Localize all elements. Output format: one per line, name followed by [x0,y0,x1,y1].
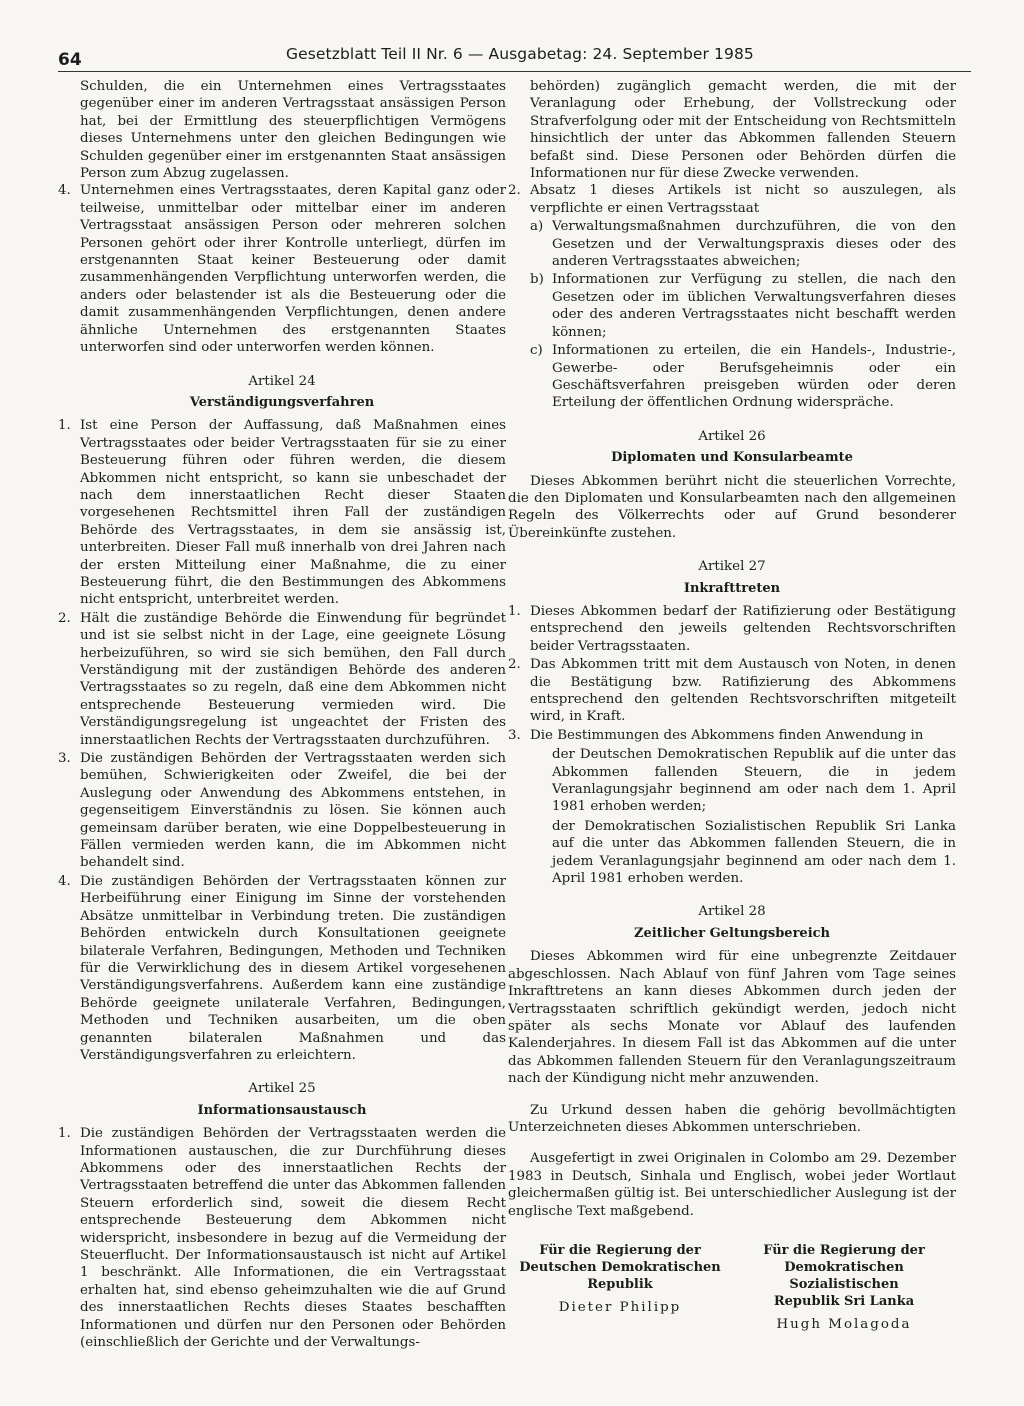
paragraph-continuation: behörden) zugänglich gemacht werden, die mit der Veranlagung oder Erhebung, der Vollstreckung oder Strafverfolgung oder mit der Entscheidung von Rechtsmitteln hinsichtlich der unter das Abkommen fallenden Steuern befaßt sind. Diese Personen oder Behörden dürfen die Informationen nur für diese Zwecke verwenden. [530,79,956,182]
signatory-government-line: Für die Regierung der [763,1242,925,1258]
lettered-item [530,271,956,341]
article-27-title: Artikel 27 [698,559,766,575]
paragraph-text: Das Abkommen tritt mit dem Austausch von Noten, in denen die Bestätigung bzw. Ratifizierung des Abkommens entsprechend den geltenden Rechtsvorschriften mitgeteilt wird, in Kraft. [530,657,956,725]
paragraph-number: 1. [58,1126,71,1142]
witness-clause: Zu Urkund dessen haben die gehörig bevollmächtigten Unterzeichneten dieses Abkommen unterschrieben. [508,1102,956,1135]
article-26-title: Artikel 26 [698,428,766,444]
running-head: Gesetzblatt Teil II Nr. 6 — Ausgabetag: 24. September 1985 [286,45,754,63]
numbered-paragraph [58,417,506,608]
application-ddr: der Deutschen Demokratischen Republik auf die unter das Abkommen fallenden Steuern, die in jedem Veranlagungsjahr beginnend am oder nach dem 1. April 1981 erhoben werden; [552,747,956,815]
paragraph-continuation: Schulden, die ein Unternehmen eines Vertragsstaates gegenüber einer im anderen Vertragsstaat ansässigen Person hat, bei der Ermittlung des steuerpflichtigen Vermögens dieses Unternehmens unter den gleichen Bedingungen wie Schulden gegenüber einer im erstgenannten Staat ansässigen Person zum Abzug zugelassen. [80,79,506,182]
paragraph-text: Hält die zuständige Behörde die Einwendung für begründet und ist sie selbst nicht in der Lage, eine geeignete Lösung herbeizuführen, so wird sie sich bemühen, den Fall durch Verständigung mit der zuständigen Behörde des anderen Vertragsstaates so zu regeln, daß eine dem Abkommen nicht entsprechende Besteuerung vermieden wird. Die Verständigungsregelung ist ungeachtet der Fristen des innerstaatlichen Rechts der Vertragsstaaten durchzuführen. [80,610,506,748]
signatory-government-line: Deutschen Demokratischen [519,1259,721,1275]
article-26-heading: Diplomaten und Konsularbeamte [611,450,853,466]
paragraph-number: 4. [58,183,71,199]
article-27-heading: Inkrafttreten [683,580,781,596]
article-25-heading: Informationsaustausch [197,1102,367,1118]
header-rule [58,71,971,72]
numbered-paragraph [58,750,506,872]
item-letter: b) [530,272,544,288]
signatory-name: Hugh Molagoda [776,1316,912,1332]
article-25-title: Artikel 25 [248,1081,316,1097]
paragraph-text: Die Bestimmungen des Abkommens finden Anwendung in [530,727,924,743]
signatory-name: Dieter Philipp [558,1299,682,1315]
signature-block [508,1242,956,1333]
numbered-paragraph [508,727,956,744]
paragraph-number: 2. [58,610,71,626]
paragraph-number: 3. [58,751,71,767]
item-text: Verwaltungsmaßnahmen durchzuführen, die von den Gesetzen und der Verwaltungspraxis dieses oder des anderen Vertragsstaates abweichen; [552,219,956,270]
numbered-paragraph [508,182,956,217]
numbered-paragraph [508,656,956,726]
article-28-title: Artikel 28 [698,904,766,920]
numbered-paragraph [508,603,956,655]
paragraph-number: 1. [58,418,71,434]
lettered-item [530,342,956,412]
paragraph-text: Absatz 1 dieses Artikels ist nicht so auszulegen, als verpflichte er einen Vertragsstaat [530,183,956,216]
article-28-text: Dieses Abkommen wird für eine unbegrenzte Zeitdauer abgeschlossen. Nach Ablauf von fünf Jahren vom Tage seines Inkrafttretens an kann dieses Abkommen durch jeden der Vertragsstaaten schriftlich gekündigt werden, jedoch nicht später als sechs Monate vor Ablauf des laufenden Kalenderjahres. In diesem Fall ist das Abkommen auf die unter das Abkommen fallenden Steuern für den Veranlagungszeitraum nach der Kündigung nicht mehr anzuwenden. [508,949,956,1087]
numbered-paragraph [58,182,506,356]
paragraph-text: Die zuständigen Behörden der Vertragsstaaten werden sich bemühen, Schwierigkeiten oder Zweifel, die bei der Auslegung oder Anwendung des Abkommens entstehen, in gegenseitigem Einverständnis zu lösen. Sie können auch gemeinsam darüber beraten, wie eine Doppelbesteuerung in Fällen vermieden werden kann, die im Abkommen nicht behandelt sind. [80,751,506,871]
signatory-government-line: Republik [587,1276,653,1292]
item-letter: a) [530,219,544,235]
signatory-government-line: Republik Sri Lanka [773,1293,915,1309]
application-sri-lanka: der Demokratischen Sozialistischen Republik Sri Lanka auf die unter das Abkommen fallenden Steuern, die in jedem Veranlagungsjahr beginnend am oder nach dem 1. April 1981 erhoben werden. [552,818,956,887]
signatory-government-line: Demokratischen Sozialistischen [784,1259,904,1292]
paragraph-text: Die zuständigen Behörden der Vertragsstaaten werden die Informationen austauschen, die zur Durchführung dieses Abkommens oder des innerstaatlichen Rechts der Vertragsstaaten betreffend die unter das Abkommen fallenden Steuern erforderlich sind, soweit die diesem Recht entsprechende Besteuerung dem Abkommen nicht widerspricht, insbesondere in bezug auf die Vermeidung der Steuerflucht. Der Informationsaustausch ist nicht auf Artikel 1 beschränkt. Alle Informationen, die ein Vertragsstaat erhalten hat, sind ebenso geheimzuhalten wie die auf Grund des innerstaatlichen Rechts dieses Staates beschafften Informationen und dürfen nur den Personen oder Behörden (einschließlich der Gerichte und der Verwaltungs- [80,1126,506,1351]
item-letter: c) [530,343,543,359]
article-24-heading: Verständigungsverfahren [189,394,375,410]
paragraph-number: 2. [508,657,521,673]
item-text: Informationen zur Verfügung zu stellen, die nach den Gesetzen oder im üblichen Verwaltungsverfahren dieses oder des anderen Vertragsstaates nicht beschafft werden können; [552,272,956,340]
numbered-paragraph [58,610,506,749]
paragraph-number: 2. [508,183,521,199]
signature-ddr [508,1242,732,1333]
paragraph-number: 3. [508,727,521,743]
left-column [58,78,506,1352]
paragraph-text: Dieses Abkommen bedarf der Ratifizierung oder Bestätigung entsprechend den jeweils geltenden Rechtsvorschriften beider Vertragsstaaten. [530,603,956,654]
paragraph-number: 4. [58,873,71,889]
done-at-clause: Ausgefertigt in zwei Originalen in Colombo am 29. Dezember 1983 in Deutsch, Sinhala und Englisch, wobei jeder Wortlaut gleichermaßen gültig ist. Bei unterschiedlicher Auslegung ist der englische Text maßgebend. [508,1151,956,1219]
article-24-title: Artikel 24 [248,373,316,389]
numbered-paragraph [58,873,506,1064]
right-column [508,78,956,1333]
article-26-text: Dieses Abkommen berührt nicht die steuerlichen Vorrechte, die den Diplomaten und Konsularbeamten nach den allgemeinen Regeln des Völkerrechts oder auf Grund besonderer Übereinkünfte zustehen. [508,473,956,541]
signature-sri-lanka [732,1242,956,1333]
paragraph-number: 1. [508,603,521,619]
paragraph-text: Ist eine Person der Auffassung, daß Maßnahmen eines Vertragsstaates oder beider Vertragsstaaten für sie zu einer Besteuerung führen oder führen werden, die diesem Abkommen nicht entspricht, so kann sie unbeschadet der nach dem innerstaatlichen Recht dieser Staaten vorgesehenen Rechtsmittel ihren Fall der zuständigen Behörde des Vertragsstaates, in dem sie ansässig ist, unterbreiten. Dieser Fall muß innerhalb von drei Jahren nach der ersten Mitteilung einer Maßnahme, die zu einer Besteuerung führt, die den Bestimmungen des Abkommens nicht entspricht, unterbreitet werden. [80,418,506,608]
paragraph-text: Unternehmen eines Vertragsstaates, deren Kapital ganz oder teilweise, unmittelbar oder mittelbar einer im anderen Vertragsstaat ansässigen Person oder mehreren solchen Personen gehört oder ihrer Kontrolle unterliegt, dürfen im erstgenannten Staat keiner Besteuerung oder damit zusammenhängenden Verpflichtung unterworfen werden, die anders oder belastender ist als die Besteuerung oder die damit zusammenhängenden Verpflichtungen, denen andere ähnliche Unternehmen des erstgenannten Staates unterworfen sind oder unterworfen werden können. [80,183,506,356]
numbered-paragraph [58,1125,506,1351]
paragraph-text: Die zuständigen Behörden der Vertragsstaaten können zur Herbeiführung einer Einigung im Sinne der vorstehenden Absätze unmittelbar in Verbindung treten. Die zuständigen Behörden entwickeln durch Konsultationen geeignete bilaterale Verfahren, Bedingungen, Methoden und Techniken für die Verwirklichung des in diesem Artikel vorgesehenen Verständigungsverfahrens. Außerdem kann eine zuständige Behörde geeignete unilaterale Verfahren, Bedingungen, Methoden und Techniken ausarbeiten, um die oben genannten bilateralen Maßnahmen und das Verständigungsverfahren zu erleichtern. [80,873,506,1063]
article-28-heading: Zeitlicher Geltungsbereich [633,925,830,941]
spacer [508,1136,956,1150]
page-number: 64 [58,50,82,70]
signatory-government-line: Für die Regierung der [539,1242,701,1258]
lettered-item [530,218,956,270]
item-text: Informationen zu erteilen, die ein Handels-, Industrie-, Gewerbe- oder Berufsgeheimnis oder ein Geschäftsverfahren preisgeben würden oder deren Erteilung der öffentlichen Ordnung widerspräche. [552,343,956,411]
spacer [508,1088,956,1102]
